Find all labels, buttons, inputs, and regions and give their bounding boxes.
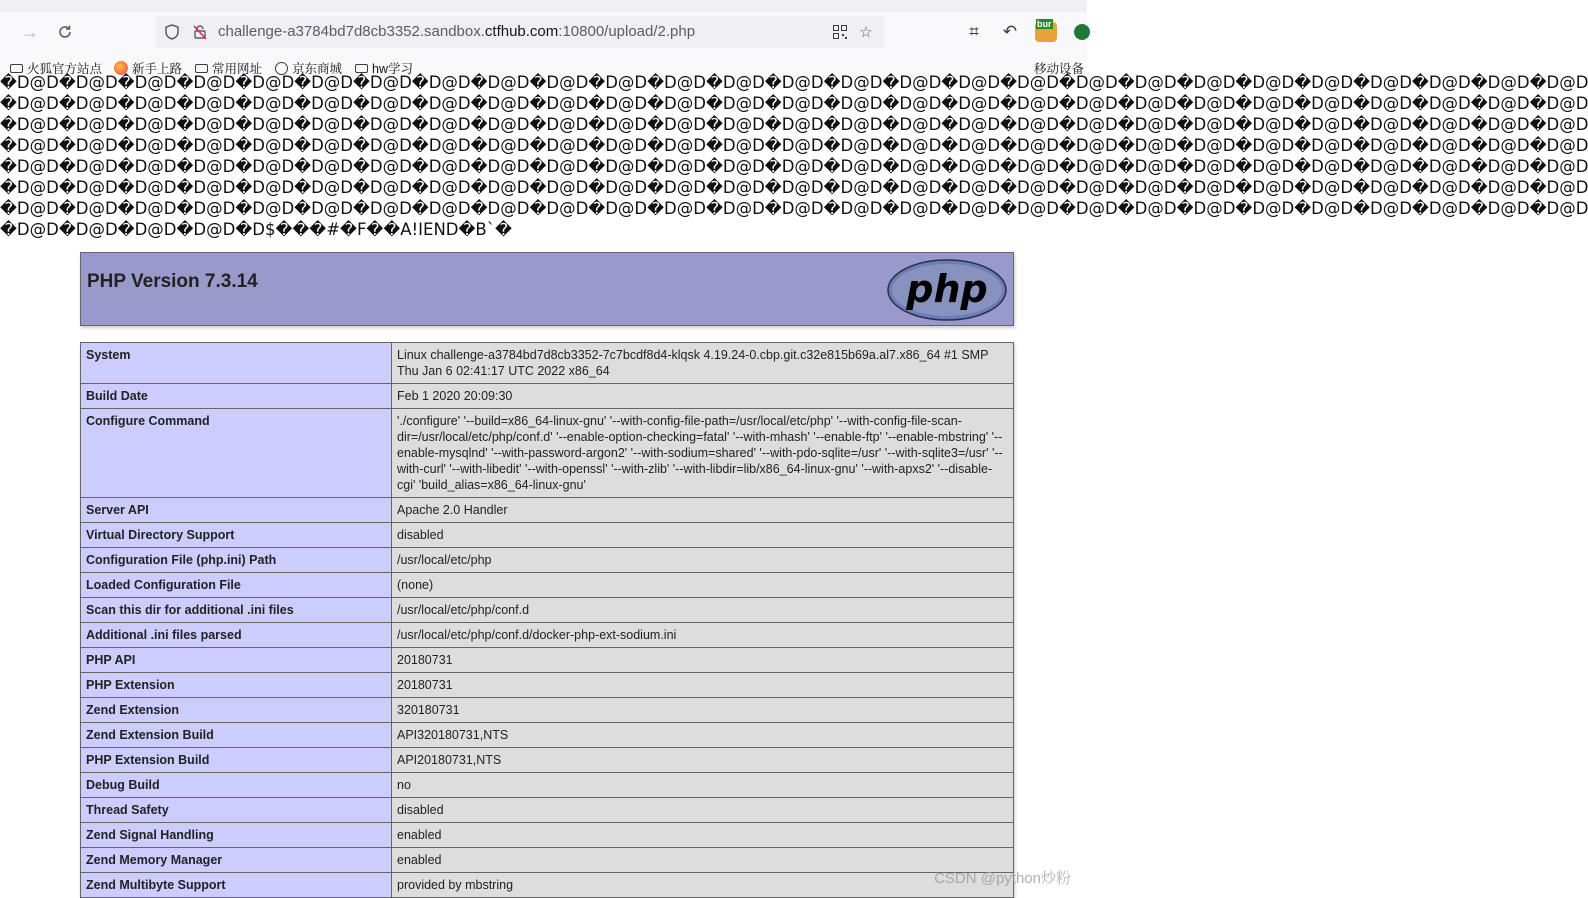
- table-row: [81, 773, 1014, 798]
- info-key: PHP Extension Build: [81, 748, 392, 773]
- info-key: Build Date: [81, 384, 392, 409]
- info-key: Zend Extension Build: [81, 723, 392, 748]
- info-value: './configure' '--build=x86_64-linux-gnu' '--with-config-file-path=/usr/local/etc/php' '--with-config-file-scan-dir=/usr/local/etc/php/conf.d' '--enable-option-checking=fatal' '--with-mhash' '--enable-ftp' '--enable-mbstring' '--enable-mysqlnd' '--with-password-argon2' '--with-sodium=shared' '--with-pdo-sqlite=/usr' '--with-sqlite3=/usr' '--with-curl' '--with-libedit' '--with-openssl' '--with-zlib' '--with-libdir=lib/x86_64-linux-gnu' '--with-apxs2' '--disable-cgi' 'build_alias=x86_64-linux-gnu': [392, 409, 1014, 498]
- table-row: [81, 748, 1014, 773]
- garbage-line: �D@D�D@D�D@D�D@D�D@D�D@D�D@D�D@D�D@D�D@D�D@D�D@D�D@D�D@D�D@D�D@D�D@D�D@D�D@D�D@D�D@D�D@D�D@D�D@D�D@D�D@D�D@D: [0, 136, 1588, 155]
- info-key: Zend Memory Manager: [81, 848, 392, 873]
- crop-icon[interactable]: ⌗: [969, 22, 979, 41]
- info-value: Apache 2.0 Handler: [392, 498, 1014, 523]
- phpinfo-table-body: [81, 343, 1014, 898]
- info-key: Loaded Configuration File: [81, 573, 392, 598]
- info-key: Configuration File (php.ini) Path: [81, 548, 392, 573]
- table-row: [81, 384, 1014, 409]
- php-logo-text: php: [906, 267, 988, 311]
- phpinfo-header: [80, 252, 1014, 326]
- undo-icon[interactable]: ↶: [1002, 22, 1018, 41]
- info-value: /usr/local/etc/php/conf.d: [392, 598, 1014, 623]
- table-row: [81, 343, 1014, 384]
- table-row: [81, 548, 1014, 573]
- table-row: [81, 573, 1014, 598]
- info-value: no: [392, 773, 1014, 798]
- shield-icon[interactable]: [162, 22, 182, 42]
- table-row: [81, 523, 1014, 548]
- info-value: Feb 1 2020 20:09:30: [392, 384, 1014, 409]
- browser-toolbar: [0, 0, 1087, 57]
- info-value: API20180731,NTS: [392, 748, 1014, 773]
- table-row: [81, 848, 1014, 873]
- burp-extension-icon[interactable]: [1034, 20, 1058, 44]
- url-prefix: challenge-a3784bd7d8cb3352.sandbox.: [218, 23, 485, 40]
- bookmark-label: 常用网址: [212, 62, 263, 76]
- star-icon[interactable]: ☆: [859, 24, 873, 41]
- garbage-line: �D@D�D@D�D@D�D@D�D@D�D@D�D@D�D@D�D@D�D@D�D@D�D@D�D@D�D@D�D@D�D@D�D@D�D@D�D@D�D@D�D@D�D@D�D@D�D@D�D@D�D@D�D@D: [0, 73, 1588, 92]
- info-key: PHP API: [81, 648, 392, 673]
- table-row: [81, 798, 1014, 823]
- info-value: enabled: [392, 848, 1014, 873]
- bookmark-label: 移动设备: [1034, 62, 1085, 76]
- extension-icon[interactable]: [1070, 20, 1094, 44]
- info-value: /usr/local/etc/php/conf.d/docker-php-ext-sodium.ini: [392, 623, 1014, 648]
- extension-badge: bur: [1037, 19, 1052, 29]
- table-row: [81, 823, 1014, 848]
- info-key: Zend Signal Handling: [81, 823, 392, 848]
- info-value: 20180731: [392, 648, 1014, 673]
- bookmark-label: hw学习: [372, 62, 413, 76]
- php-logo: [887, 259, 1007, 321]
- url-suffix: :10800/upload/2.php: [558, 23, 696, 40]
- info-value: disabled: [392, 523, 1014, 548]
- table-row: [81, 598, 1014, 623]
- garbage-line: �D@D�D@D�D@D�D@D�D@D�D@D�D@D�D@D�D@D�D@D�D@D�D@D�D@D�D@D�D@D�D@D�D@D�D@D�D@D�D@D�D@D�D@D�D@D�D@D�D@D�D@D�D@D: [0, 157, 1588, 176]
- garbage-line: �D@D�D@D�D@D�D@D�D@D�D@D�D@D�D@D�D@D�D@D�D@D�D@D�D@D�D@D�D@D�D@D�D@D�D@D�D@D�D@D�D@D�D@D�D@D�D@D�D@D�D@D�D@D: [0, 115, 1588, 134]
- info-value: provided by mbstring: [392, 873, 1014, 898]
- watermark: CSDN @python炒粉: [934, 870, 1071, 887]
- url-domain: ctfhub.com: [484, 23, 559, 40]
- url-text[interactable]: [218, 23, 695, 40]
- tab-strip: [0, 0, 1087, 12]
- info-value: API320180731,NTS: [392, 723, 1014, 748]
- table-row: [81, 873, 1014, 898]
- info-key: Additional .ini files parsed: [81, 623, 392, 648]
- info-value: 320180731: [392, 698, 1014, 723]
- info-key: PHP Extension: [81, 673, 392, 698]
- qr-code-icon[interactable]: [830, 22, 850, 42]
- table-row: [81, 698, 1014, 723]
- garbage-line: �D@D�D@D�D@D�D@D�D@D�D@D�D@D�D@D�D@D�D@D�D@D�D@D�D@D�D@D�D@D�D@D�D@D�D@D�D@D�D@D�D@D�D@D�D@D�D@D�D@D�D@D�D@D: [0, 199, 1588, 218]
- info-value: disabled: [392, 798, 1014, 823]
- bookmark-label: 火狐官方站点: [27, 62, 103, 76]
- info-value: /usr/local/etc/php: [392, 548, 1014, 573]
- garbage-line: �D@D�D@D�D@D�D@D�D@D�D@D�D@D�D@D�D@D�D@D�D@D�D@D�D@D�D@D�D@D�D@D�D@D�D@D�D@D�D@D�D@D�D@D�D@D�D@D�D@D�D@D�D@D: [0, 94, 1588, 113]
- info-key: Virtual Directory Support: [81, 523, 392, 548]
- info-key: System: [81, 343, 392, 384]
- garbage-line: �D@D�D@D�D@D�D@D�D@D�D@D�D@D�D@D�D@D�D@D�D@D�D@D�D@D�D@D�D@D�D@D�D@D�D@D�D@D�D@D�D@D�D@D�D@D�D@D�D@D�D@D�D@D: [0, 178, 1588, 197]
- phpinfo-table: [80, 342, 1014, 898]
- info-key: Scan this dir for additional .ini files: [81, 598, 392, 623]
- bookmark-label: 新手上路: [132, 62, 183, 76]
- info-key: Zend Multibyte Support: [81, 873, 392, 898]
- table-row: [81, 723, 1014, 748]
- table-row: [81, 648, 1014, 673]
- info-value: (none): [392, 573, 1014, 598]
- insecure-lock-icon[interactable]: [190, 22, 210, 42]
- info-key: Debug Build: [81, 773, 392, 798]
- table-row: [81, 409, 1014, 498]
- php-version-title: PHP Version 7.3.14: [87, 271, 258, 292]
- table-row: [81, 673, 1014, 698]
- info-value: Linux challenge-a3784bd7d8cb3352-7c7bcdf8d4-klqsk 4.19.24-0.cbp.git.c32e815b69a.al7.x86_64 #1 SMP Thu Jan 6 02:41:17 UTC 2022 x86_64: [392, 343, 1014, 384]
- bookmark-label: 京东商城: [292, 62, 343, 76]
- info-key: Zend Extension: [81, 698, 392, 723]
- table-row: [81, 623, 1014, 648]
- info-value: enabled: [392, 823, 1014, 848]
- info-key: Thread Safety: [81, 798, 392, 823]
- table-row: [81, 498, 1014, 523]
- info-key: Configure Command: [81, 409, 392, 498]
- info-key: Server API: [81, 498, 392, 523]
- binary-garbage-output: [0, 72, 1588, 242]
- info-value: 20180731: [392, 673, 1014, 698]
- address-bar[interactable]: [156, 16, 884, 48]
- garbage-line: �D@D�D@D�D@D�D@D�D$���#�F��A!IEND�B`�: [0, 220, 512, 239]
- forward-icon[interactable]: →: [21, 21, 39, 42]
- reload-icon[interactable]: [51, 18, 79, 46]
